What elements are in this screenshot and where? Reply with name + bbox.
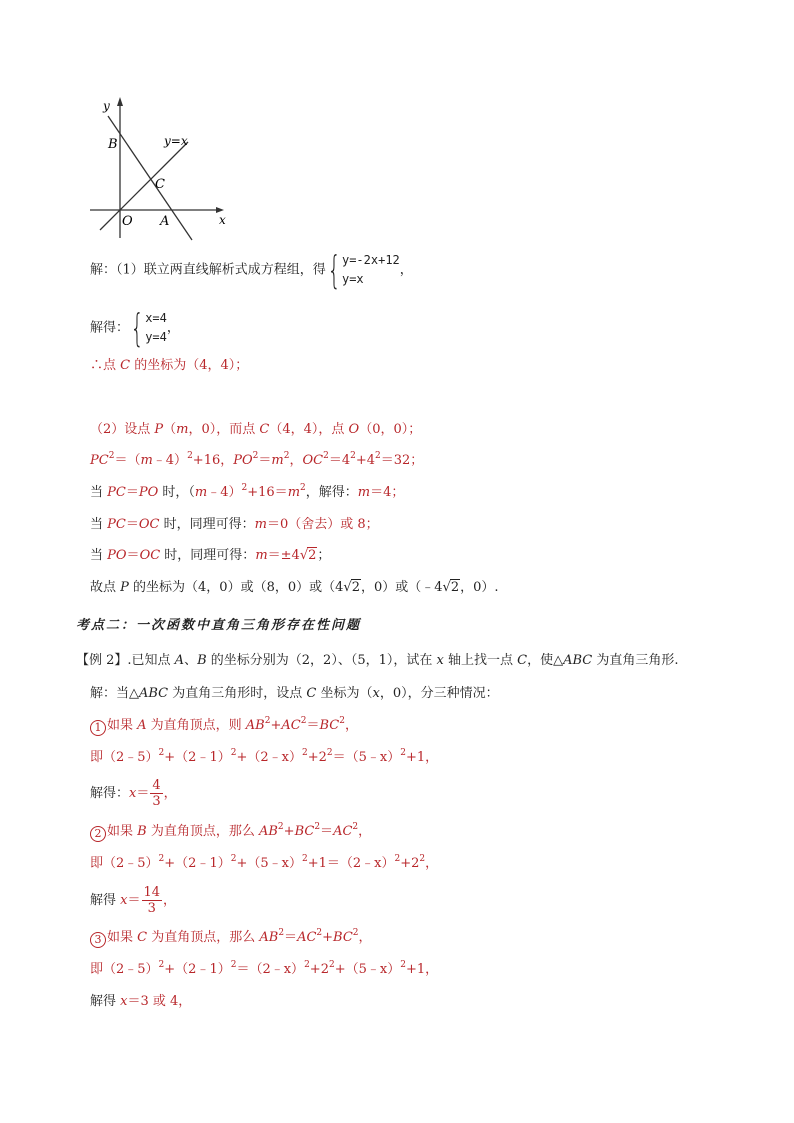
part1-intro: 解：（1）联立两直线解析式成方程组，得 — [90, 262, 326, 278]
text: ∴点 — [90, 358, 121, 373]
text: ， — [163, 786, 177, 801]
var: P — [120, 580, 129, 595]
part2-line2 — [90, 452, 423, 470]
exponent: 2 — [252, 451, 259, 461]
text: +（2﹣1） — [164, 962, 231, 977]
part2-line4 — [90, 516, 379, 534]
text: 的坐标为（4，0）或（8，0）或（4 — [128, 580, 344, 595]
solution-y: y=4 — [145, 330, 167, 344]
text: +（2﹣1） — [164, 856, 231, 871]
text: 轴上找一点 — [443, 653, 518, 668]
text: ﹣4） — [207, 485, 242, 500]
exponent: 2 — [300, 483, 306, 493]
text: + — [283, 824, 295, 839]
text: 为直角顶点，那么 — [147, 930, 260, 945]
text: ，0）或（﹣4 — [360, 580, 443, 595]
brace: { — [327, 248, 341, 292]
var: PC — [90, 453, 109, 468]
exponent: 2 — [352, 928, 359, 938]
text: ， — [358, 824, 372, 839]
exponent: 2 — [230, 960, 237, 970]
var: C — [120, 358, 131, 373]
var: AC — [333, 824, 353, 839]
part1-system-line — [90, 248, 413, 292]
var: m — [357, 485, 371, 500]
text: （4，4），点 — [269, 422, 349, 437]
var: AC — [281, 718, 301, 733]
text: 时，同理可得： — [160, 548, 256, 563]
sqrt-sign: √ — [442, 580, 451, 595]
text: ，0），而点 — [188, 422, 260, 437]
circled-number: 1 — [90, 720, 106, 736]
exponent: 2 — [108, 451, 115, 461]
var: PC — [107, 517, 126, 532]
text: ＝（2﹣x） — [236, 962, 305, 977]
text: 如果 — [107, 718, 138, 733]
text: +2 — [307, 750, 327, 765]
var: BC — [294, 824, 315, 839]
exponent: 2 — [400, 960, 406, 970]
label-x-axis: x — [219, 213, 226, 227]
text: 当 — [90, 517, 108, 532]
var: A — [174, 653, 185, 668]
var: m — [287, 485, 301, 500]
part2-line5 — [90, 547, 330, 565]
text: ＝ — [136, 786, 150, 801]
text: 如果 — [107, 930, 138, 945]
var: AB — [245, 718, 265, 733]
case3-condition — [90, 929, 372, 948]
var: m — [194, 485, 208, 500]
exponent: 2 — [314, 822, 321, 832]
solve-label: 解得： — [90, 320, 130, 336]
part1-result — [90, 357, 248, 375]
text: 如果 — [107, 824, 138, 839]
part2-line3 — [90, 484, 404, 502]
text: ＝ — [320, 824, 334, 839]
text: ＝±4 — [267, 548, 300, 563]
var: PC — [107, 485, 126, 500]
exponent: 2 — [230, 854, 237, 864]
part2-line1 — [90, 421, 421, 439]
text: ＝0（舍去）或 8； — [266, 517, 379, 532]
example-tag: 【例 2】 — [76, 653, 128, 668]
text: 为直角三角形. — [592, 653, 679, 668]
var: m — [254, 517, 267, 532]
text: ，解得： — [305, 485, 358, 500]
brace: { — [130, 306, 144, 350]
var: C — [259, 422, 270, 437]
text: 的坐标为（4，4）； — [130, 358, 249, 373]
var: m — [271, 453, 284, 468]
case3-solution — [90, 993, 191, 1011]
var: AC — [297, 930, 317, 945]
punct: ， — [166, 320, 180, 336]
circled-number: 3 — [90, 932, 106, 948]
exponent: 2 — [326, 748, 333, 758]
text: （2）设点 — [90, 422, 155, 437]
var: x — [120, 994, 128, 1009]
text: + — [322, 930, 334, 945]
text: +1＝（2﹣x） — [307, 856, 395, 871]
text: 解得 — [90, 893, 121, 908]
text: ﹣4） — [152, 453, 188, 468]
var: ABC — [563, 653, 593, 668]
text: ＝（ — [114, 453, 141, 468]
text: +2 — [400, 856, 420, 871]
text: +16＝ — [247, 485, 288, 500]
exponent: 2 — [419, 854, 426, 864]
var: AB — [258, 824, 278, 839]
coordinate-figure — [88, 92, 238, 242]
var: OC — [138, 517, 160, 532]
text: ＝ — [258, 453, 272, 468]
text: +1， — [405, 750, 439, 765]
text: ＝ — [306, 718, 320, 733]
var: OC — [302, 453, 324, 468]
var: O — [348, 422, 360, 437]
text: 为直角顶点，那么 — [146, 824, 259, 839]
exponent: 2 — [241, 483, 248, 493]
text: ＝ — [125, 517, 139, 532]
exponent: 2 — [350, 451, 356, 461]
exponent: 2 — [187, 451, 193, 461]
radicand: 2 — [351, 580, 360, 595]
label-origin-o: O — [122, 214, 133, 229]
var: PO — [107, 548, 127, 563]
exponent: 2 — [339, 716, 345, 726]
text: ，0）. — [460, 580, 499, 595]
exponent: 2 — [328, 960, 335, 970]
text: 解得： — [90, 786, 130, 801]
equation-2: y=x — [341, 272, 364, 286]
label-point-c: C — [155, 177, 165, 192]
text: 解：当△ — [90, 686, 139, 701]
exponent: 2 — [323, 451, 329, 461]
sqrt-sign: √ — [299, 548, 309, 563]
equation-1: y=-2x+12 — [341, 253, 400, 267]
text: +16， — [192, 453, 234, 468]
circled-number: 2 — [90, 826, 106, 842]
text: （ — [163, 422, 177, 437]
text: ＝4 — [328, 453, 351, 468]
text: 时，（ — [158, 485, 195, 500]
exponent: 2 — [158, 960, 165, 970]
exponent: 2 — [264, 716, 271, 726]
text: ＝4； — [370, 485, 405, 500]
text: 当 — [90, 548, 108, 563]
var: PO — [233, 453, 253, 468]
text: .已知点 — [127, 653, 175, 668]
text: 时，同理可得： — [159, 517, 255, 532]
text: +4 — [355, 453, 375, 468]
exponent: 2 — [352, 822, 359, 832]
sqrt-sign: √ — [343, 580, 352, 595]
exponent: 2 — [304, 960, 310, 970]
exponent: 2 — [283, 451, 290, 461]
text: ＝ — [126, 548, 140, 563]
denominator: 3 — [152, 794, 161, 809]
part1-solution-line — [90, 306, 180, 350]
exponent: 2 — [301, 854, 308, 864]
text: +（5﹣x） — [334, 962, 401, 977]
var: OC — [139, 548, 161, 563]
text: 为直角三角形时，设点 — [168, 686, 307, 701]
var: m — [255, 548, 268, 563]
exponent: 2 — [230, 748, 237, 758]
var: PO — [138, 485, 159, 500]
var: C — [306, 686, 317, 701]
var: ABC — [139, 686, 169, 701]
numerator: 4 — [152, 778, 161, 793]
text: ， — [344, 718, 358, 733]
var: BC — [333, 930, 353, 945]
text: +（2﹣1） — [164, 750, 231, 765]
case1-equation — [90, 749, 438, 767]
fraction — [150, 778, 162, 809]
text: ； — [317, 548, 331, 563]
text: +（2﹣x） — [236, 750, 302, 765]
denominator: 3 — [147, 901, 156, 916]
text: ＝3 或 4， — [127, 994, 192, 1009]
text: 解得 — [90, 994, 121, 1009]
case3-equation — [90, 961, 438, 979]
text: ＝ — [127, 893, 141, 908]
var: m — [176, 422, 189, 437]
text: 为直角顶点，则 — [146, 718, 246, 733]
exponent: 2 — [278, 928, 285, 938]
text: ， — [163, 893, 177, 908]
text: 、 — [184, 653, 198, 668]
solution-x: x=4 — [145, 311, 167, 325]
exponent: 2 — [316, 928, 323, 938]
case2-equation — [90, 855, 438, 873]
exponent: 2 — [400, 748, 406, 758]
case1-condition — [90, 717, 358, 736]
case1-solution — [90, 778, 177, 809]
section-heading: 考点二：一次函数中直角三角形存在性问题 — [76, 618, 362, 633]
var: C — [137, 930, 148, 945]
line-y-equals-x — [100, 142, 188, 230]
var: m — [140, 453, 153, 468]
label-y-axis: y — [103, 99, 110, 113]
text: ，使△ — [527, 653, 564, 668]
text: +2 — [309, 962, 329, 977]
text: ＝ — [125, 485, 139, 500]
radicand: 2 — [308, 548, 317, 563]
var: AB — [259, 930, 279, 945]
label-point-b: B — [108, 137, 118, 152]
var: x — [120, 893, 128, 908]
text: 当 — [90, 485, 108, 500]
y-axis-arrow — [117, 97, 123, 106]
text: + — [270, 718, 282, 733]
text: ， — [358, 930, 372, 945]
text: ＝（5﹣x） — [332, 750, 401, 765]
var: x — [436, 653, 444, 668]
text: ，0），分三种情况： — [379, 686, 499, 701]
fraction — [142, 885, 163, 916]
text: 故点 — [90, 580, 121, 595]
text: ， — [425, 856, 439, 871]
exponent: 2 — [394, 854, 401, 864]
text: ， — [289, 453, 303, 468]
label-point-a: A — [160, 214, 170, 229]
system-of-equations — [342, 251, 400, 289]
text: （0，0）； — [359, 422, 422, 437]
example2-statement — [76, 652, 678, 670]
exponent: 2 — [277, 822, 284, 832]
exponent: 2 — [300, 716, 307, 726]
punct: ， — [399, 262, 413, 278]
var: A — [137, 718, 147, 733]
text: 即（2﹣5） — [90, 750, 159, 765]
exponent: 2 — [158, 854, 165, 864]
text: 的坐标分别为（2，2）、（5，1），试在 — [206, 653, 437, 668]
var: P — [154, 422, 164, 437]
label-line-y-x: y=x — [164, 134, 188, 148]
solution-intro — [90, 685, 499, 703]
text: ＝ — [284, 930, 298, 945]
text: +（5﹣x） — [236, 856, 302, 871]
case2-condition — [90, 823, 371, 842]
var: x — [129, 786, 137, 801]
var: B — [137, 824, 147, 839]
var: x — [372, 686, 380, 701]
numerator: 14 — [143, 885, 161, 900]
var: BC — [319, 718, 340, 733]
part2-line6 — [90, 579, 499, 597]
text: 坐标为（ — [316, 686, 373, 701]
text: 即（2﹣5） — [90, 856, 159, 871]
text: +1， — [405, 962, 439, 977]
text: 即（2﹣5） — [90, 962, 159, 977]
exponent: 2 — [375, 451, 381, 461]
case2-solution — [90, 885, 176, 916]
text: ＝32； — [380, 453, 424, 468]
radicand: 2 — [450, 580, 460, 595]
exponent: 2 — [158, 748, 165, 758]
solution-system — [145, 309, 167, 347]
exponent: 2 — [301, 748, 308, 758]
var: C — [517, 653, 528, 668]
var: B — [197, 653, 207, 668]
